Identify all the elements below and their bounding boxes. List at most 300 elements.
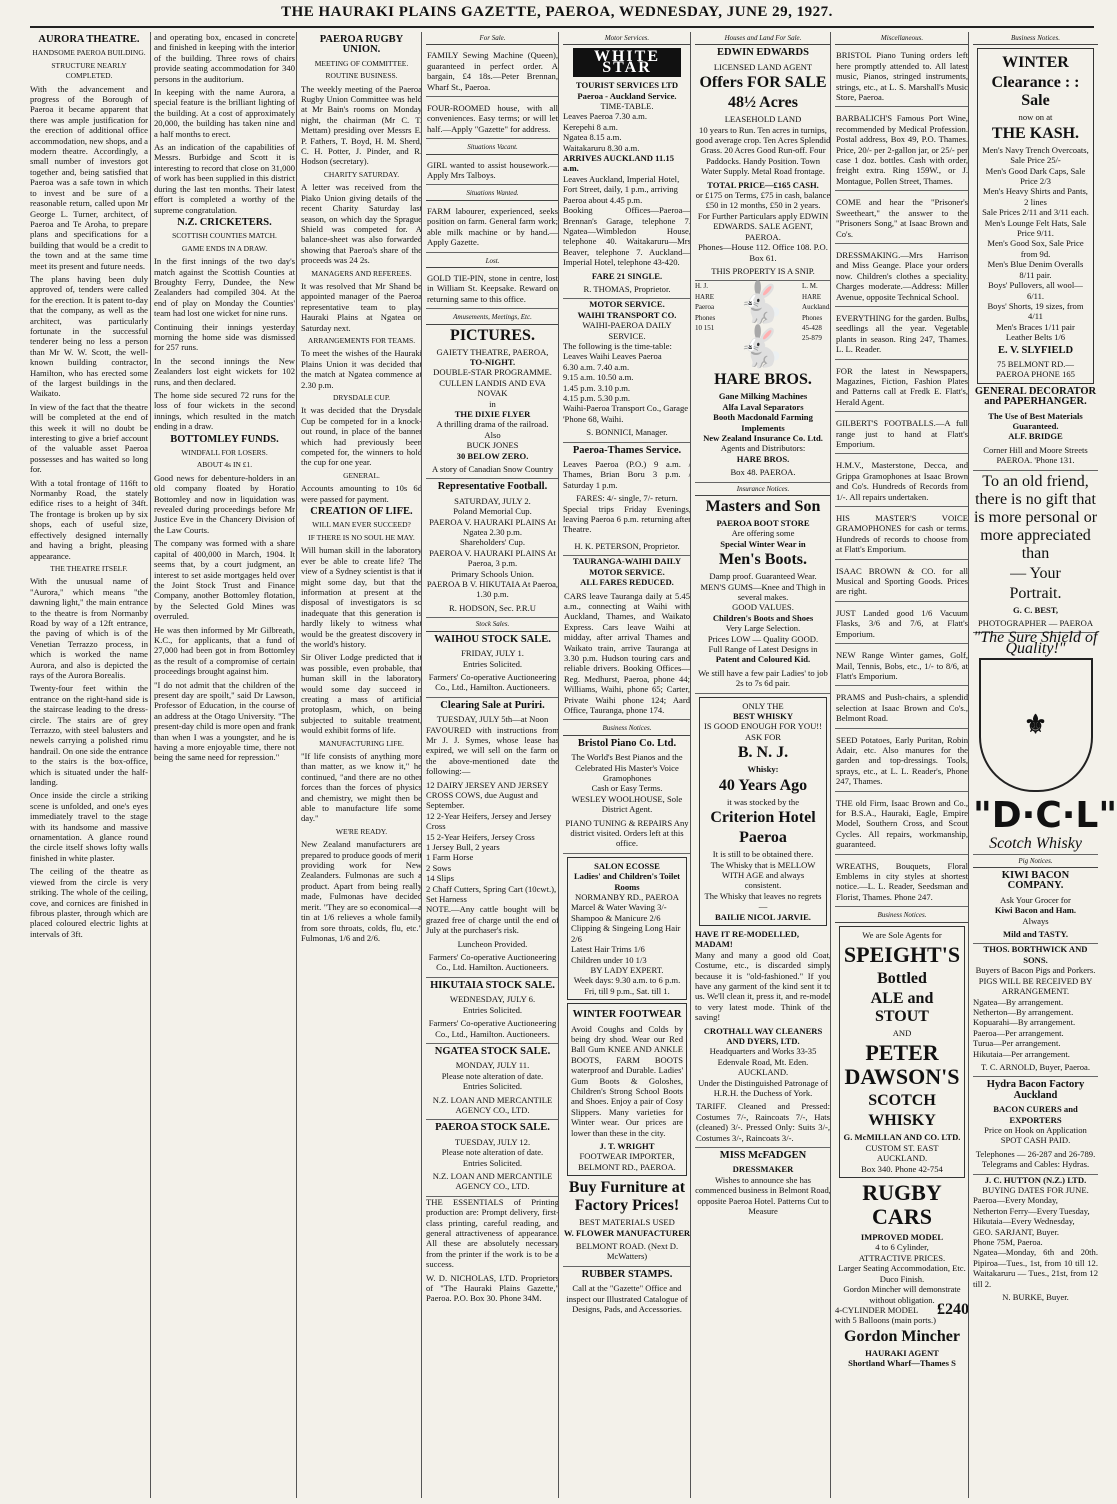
column-miscellaneous	[830, 32, 969, 1498]
ad-line: it was stocked by the	[726, 796, 800, 807]
ad-line: Shareholders' Cup.	[459, 537, 526, 548]
ad-line: NORMANBY RD., PAEROA	[575, 892, 679, 903]
ad-line: TOTAL PRICE—£165 CASH.	[707, 179, 819, 190]
sale-item: Men's Good Dark Caps, Sale Price 2/3	[985, 165, 1086, 187]
ad-line: S. BONNICI, Manager.	[563, 424, 691, 442]
ad-line: Price on Hook on Application	[984, 1124, 1087, 1135]
paragraph: In the second innings the New Zealanders lost eight wickets for 102 runs, and then declared.	[154, 355, 295, 387]
ad-line: MEN'S GUMS—Knee and Thigh in several makes.	[700, 581, 826, 602]
section-label: Insurance Notices.	[695, 484, 831, 496]
ad-line: G. McMILLAN AND CO. LTD.	[843, 1132, 961, 1143]
ad-line: N.Z. LOAN AND MERCANTILE AGENCY CO., LTD.	[426, 1092, 559, 1121]
lot-item: 14 Slips	[426, 873, 454, 884]
ad-line: ALL FARES REDUCED.	[580, 577, 674, 588]
ad-line: Farmers' Co-operative Auctioneering Co., Ltd., Hamilton. Auctioneers.	[426, 669, 559, 698]
pig-place: Paeroa—Per arrangement.	[973, 1027, 1064, 1038]
ad-heading: "D·C·L"	[973, 795, 1117, 837]
article-subhead: ABOUT 4s IN £1.	[196, 460, 253, 470]
pig-place: Ngatea—By arrangement.	[973, 996, 1064, 1007]
ad-line: THOS. BORTHWICK AND SONS.	[983, 944, 1088, 965]
ad-line: Special Winter Wear in	[720, 538, 806, 549]
ad-text: CARS leave Tauranga daily at 5.45 a.m., connecting at Waihi with Auckland, Thames, and Waikato Express. Cars leave Waihi at midday, after arrival Thames and Waikato train, arrive Tauranga at 3.30 p.m. Hudson touring cars and reliable drivers. Booking Offices—Reg. Medhurst, Paeroa, phone 44; Williams, Waihi, phone 65; Carter, Private Waihi phone 124; Aard Office, Tauranga, phone 174.	[563, 588, 691, 721]
lot-item: 1 Jersey Bull, 2 years	[426, 842, 500, 852]
lot-item: 2 Sows	[426, 862, 452, 873]
ad-line: TIME-TABLE.	[600, 101, 654, 112]
ad-heading: Scotch Whisky	[973, 836, 1098, 854]
ad-heading: GENERAL DECORATOR and PAPERHANGER.	[974, 385, 1097, 408]
ad-text: Wishes to announce she has commenced business in Belmont Road, opposite Paeroa Hotel. Patterns Cut to Measure	[695, 1174, 831, 1217]
article-subhead: HANDSOME PAEROA BUILDING.	[32, 48, 146, 58]
ad-line: Farmers' Co-operative Auctioneering Co., Ltd. Hamilton. Auctioneers.	[426, 949, 559, 978]
lot-item: 1 Farm Horse	[426, 852, 474, 863]
ad-heading: 48½ Acres	[728, 94, 798, 112]
pig-place: Netherton—By arrangement.	[973, 1006, 1074, 1017]
paragraph: As an indication of the capabilities of Messrs. Burbidge and Scott it is interesting to record that close on 31,000 of work has been supplied in this district during the last ten months. Their latest effort is completed a worthy of the supreme congratulation.	[154, 142, 295, 215]
misc-ad: H.M.V., Masterstone, Decca, and Grippa Gramophones at Isaac Brown and Co's. Hundreds of Records from 1/-. All repairs undertaken.	[835, 457, 969, 507]
price-line: Shampoo & Manicure 2/6	[571, 912, 661, 923]
ad-heading: HAVE IT RE-MODELLED, MADAM!	[695, 928, 800, 950]
section-label: Amusements, Meetings, Etc.	[426, 312, 559, 324]
ad-text: Ngatea—Monday, 6th and 20th. Pipiroa—Tues., 1st, from 10 till 12. Waitakaruru — Tues., 21st, from 12 till 2.	[973, 1247, 1098, 1289]
paragraph: It was decided that the Drysdale Cup be competed for in a knock-out round, in place of the banner which had previously been competed for, the winners to hold the cup for one year.	[301, 405, 422, 468]
pig-place: Hikutaia—Per arrangement.	[973, 1048, 1070, 1059]
misc-ad: SEED Potatoes, Early Puritan, Robin Adair, etc. Also manures for the garden and top-dressings. Tools, sprays, etc., at L. L. Reader's, Phone 247, Thames.	[835, 732, 969, 792]
ad-heading: Criterion Hotel	[710, 809, 816, 827]
ad-line: Gordon Mincher will demonstrate without obligation.	[843, 1284, 961, 1305]
section-label: Stock Sales.	[426, 619, 559, 631]
ad-line: FARE 21 SINGLE.	[591, 270, 663, 281]
timetable	[563, 351, 691, 403]
ad-line: Entries Solicited.	[462, 1004, 523, 1015]
ad-heading: — Your	[1010, 564, 1061, 582]
ad-heading: "The Sure Shield of Quality!"	[973, 629, 1098, 657]
salon-ecosse-ad	[567, 857, 687, 1000]
timetable-row: ARRIVES AUCKLAND 11.15 a.m.	[563, 153, 675, 174]
winter-clearance-ad	[977, 48, 1094, 383]
ad-heading: Hydra Bacon Factory Auckland	[986, 1079, 1085, 1101]
ad-line: New Zealand Insurance Co. Ltd.	[703, 432, 823, 443]
ad-line: A story of Canadian Snow Country	[426, 461, 559, 479]
ad-line: Waihi-Paeroa Transport Co., Garage 'Phone 68, Waihi.	[563, 403, 689, 424]
misc-ad: WREATHS, Bouquets, Floral Emblems in city styles at shortest notice.—L. L. Reader, Seedsman and Florist, Thames. Phone 247.	[835, 858, 969, 908]
classified-ad: FARM labourer, experienced, seeks position on farm. General farm work; able milk machine or by hand.—Apply Gazette.	[426, 203, 559, 253]
ad-line: IS GOOD ENOUGH FOR YOU!!	[703, 721, 823, 732]
ad-line: H. K. PETERSON, Proprietor.	[563, 538, 691, 556]
film-title: 30 BELOW ZERO.	[456, 450, 529, 461]
misc-ad: COME and hear the "Prisoner's Sweetheart," the answer to the "Prisoners Song," at Isaac Brown and Co's.	[835, 194, 969, 244]
column-motor-services	[558, 32, 691, 1498]
ad-line: Under the Distinguished Patronage of H.R.H. the Duchess of York.	[698, 1077, 828, 1099]
ad-line: PIANO TUNING & REPAIRS Any district visited. Orders left at this office.	[563, 815, 691, 854]
ad-heading: B. N. J.	[737, 744, 789, 762]
ad-heading: To an old friend, there is no gift that is more personal or more appreciated than	[973, 472, 1098, 562]
ad-line: Call at the "Gazette" Office and inspect our Illustrated Catalogue of Designs, Pads, and Accessories.	[566, 1283, 688, 1315]
paragraph: Sir Oliver Lodge predicted that it was possible, even probable, that human skill in the laboratory would some day succeed in creating a mass of artificial protoplasm, which, on being subjected to suitable treatment, would exhibit forms of life.	[301, 652, 422, 736]
paragraph: The weekly meeting of the Paeroa Rugby Union Committee was held at Mr Bain's rooms on Monday night, the chairman (Mr C. T. Mettam) presiding over Messrs E. P. Fathers, T. Boyd, H. M. Sherd, C. H. Potter, J. Pinder, and R. Hodson (secretary).	[301, 83, 422, 167]
timetable-row: Kerepehi 8 a.m.	[563, 121, 618, 132]
ad-line: Always	[1022, 915, 1049, 926]
ad-heading: TAURANGA-WAIHI DAILY MOTOR SERVICE.	[572, 556, 682, 577]
sale-item: Men's Navy Trench Overcoats, Sale Price 25/-	[982, 144, 1089, 166]
ad-line: Kiwi Bacon and Ham.	[994, 905, 1077, 916]
ad-line: Ask Your Grocer for	[1000, 894, 1071, 905]
paragraph: In view of the fact that the theatre will be completed at the end of this week it will no doubt be interesting to give a brief account of the valuable asset Paeroa possesses and has waited so long for.	[30, 401, 148, 475]
ad-heading: Paeroa	[739, 829, 787, 847]
ad-line: CULLEN LANDIS AND EVA NOVAK	[439, 377, 546, 399]
ad-line: TOURIST SERVICES LTD	[575, 80, 679, 91]
section-label: Business Notices.	[835, 910, 969, 922]
ad-line: Buyers of Bacon Pigs and Porkers.	[975, 965, 1096, 976]
ad-line: Entries Solicited.	[462, 1157, 523, 1168]
ad-heading: Clearance : : Sale	[991, 74, 1080, 110]
price-line: Clipping & Singeing Long Hair 2/6	[571, 923, 681, 944]
ad-line: Agents and Distributors:	[720, 443, 806, 454]
date-line: Paeroa—Every Monday,	[973, 1195, 1058, 1206]
paragraph: He was then informed by Mr Gilbreath, K.C., for applicants, that a fund of 27,000 had been got in from Bottomley as the result of a compromise of certain proceedings brought against him.	[154, 624, 295, 677]
lot-item: 12 2-Year Heifers, Jersey and Jersey Cross	[426, 810, 552, 832]
ad-heading: SCOTCH	[868, 1092, 936, 1110]
ad-line: Very Large Selection.	[725, 623, 801, 634]
ad-line: PHOTOGRAPHER — PAEROA	[973, 615, 1098, 633]
paragraph: New Zealand manufacturers are prepared to produce goods of merit providing work for New Zealanders. Fulmonas are such a product. Apart from being really made, Fulmonas have decided merit. "They are so economical—a tin at 1/6 relieves a whole family from sore throats, colds, flu, etc." Fulmonas, 1/6 and 2/6.	[301, 839, 422, 943]
ad-line: WAIHI-PAEROA DAILY SERVICE.	[582, 320, 672, 341]
ad-heading: Portrait.	[1009, 584, 1062, 602]
paragraph: and operating box, encased in concrete and finished in keeping with the interior of the building. Three rows of chairs provide seating accommodation for 340 persons in the auditorium.	[154, 32, 295, 84]
price-row	[835, 1300, 969, 1318]
rabbits-icon: 🐇🐇	[736, 280, 786, 370]
ad-heading: EDWIN EDWARDS	[717, 47, 809, 59]
ad-line: LICENSED LAND AGENT	[713, 61, 813, 72]
ad-line: Primary Schools Union.	[451, 568, 534, 579]
article-subhead: GENERAL.	[343, 470, 380, 480]
white-star-logo: WHITE STAR	[573, 48, 681, 77]
ad-line: Whisky:	[747, 764, 779, 775]
ad-line: 75 BELMONT RD.—PAEROA PHONE 165	[996, 358, 1075, 380]
ad-heading: HARE BROS.	[714, 371, 812, 389]
column-houses-land	[690, 32, 831, 1498]
ad-line: Booth Macdonald Farming Implements	[713, 412, 813, 433]
ad-line: A thrilling drama of the railroad.	[436, 419, 549, 430]
ad-line: Patent and Coloured Kid.	[715, 654, 811, 665]
article-subhead: MANAGERS AND REFEREES.	[311, 268, 412, 278]
paragraph: "I do not admit that the children of the present day are spoilt," said Dr Lawson, Professor of Education, in the course of an address at the Otago University. "The present-day child is more open and frank than when I was a youngster, and he is having a more enjoyable time, there not being the same need for repression."	[154, 679, 295, 763]
ad-line: BACON CURERS and EXPORTERS	[993, 1104, 1078, 1125]
date-line: Phone 75M, Paeroa.	[973, 1237, 1043, 1248]
ad-heading: 40 Years Ago	[718, 776, 808, 794]
ad-heading: ALE and STOUT	[870, 990, 934, 1026]
ad-line: R. HODSON, Sec. P.R.U	[426, 600, 559, 618]
ad-text: FAVOURED with instructions from Mr J. J. Symes, whose lease has expired, we will sell on the farm on the above-mentioned date the following:—	[426, 724, 559, 777]
ad-heading: Representative Football.	[437, 481, 548, 493]
paragraph: With the advancement and progress of the Borough of Paeroa it became apparent that there was ample justification for the erection of additional office accommodation, new shops, and a modern theatre. Accordingly, a small number of investors got together and, being satisfied that Paeroa was a safe town in which to invest and be sure of a reasonable return, called upon Mr George L. Turner, architect, of Paeroa and Te Aroha, to prepare plans and specifications for a building that would be a credit to the town and at the same time meet its present and future needs.	[30, 83, 148, 271]
price-line: Children under 10 1/3	[571, 954, 647, 965]
ad-line: R. THOMAS, Proprietor.	[563, 281, 691, 299]
paragraph: Continuing their innings yesterday morning the home side was dismissed for 257 runs.	[154, 321, 295, 353]
paragraph: "If life consists of anything more than matter, as we know it," he continued, "and there are no other forces than the forces of physics and chemistry, we might then be able to manufacture life some day."	[301, 751, 422, 824]
ad-line: AND	[892, 1028, 912, 1039]
ad-line: W. FLOWER MANUFACTURER	[563, 1227, 691, 1238]
ad-line: It is still to be obtained there.	[712, 849, 814, 860]
ad-line: GOOD VALUES.	[732, 602, 794, 613]
ad-line: Larger Seating Accommodation, Etc. Duco Finish.	[838, 1263, 966, 1284]
ad-line: Cash or Easy Terms.	[591, 783, 663, 794]
ad-heading: Offers FOR SALE	[699, 74, 827, 92]
ad-line: Box 340. Phone 42-754	[861, 1163, 943, 1174]
paragraph: With the unusual name of "Aurora," which means "the dawning light," the main entrance to the theatre is from Normanby Road by way of a 12ft entrance, the paving of which is of the Venetian Terrazzo process, in which is worked the name Aurora, and also is depicted the rays of the Aurora Borealis.	[30, 576, 148, 680]
ad-text: Booking Offices—Paeroa—Brennan's Garage, telephone 7. Ngatea—Wimbledon House, telephone 40. Waitakaruru—Mrs Beaver, telephone 7. Auckland—Imperial Hotel, telephone 43-420.	[563, 205, 691, 268]
pig-place: Kopuarahi—By arrangement.	[973, 1017, 1076, 1028]
ad-text: NOTE.—Any cattle bought will be grazed free of charge until the end of July at the purchaser's risk.	[426, 904, 559, 936]
misc-ad: JUST Landed good 1/6 Vacuum Flasks, 3/6 and 7/6, at Flatt's Emporium.	[835, 605, 969, 644]
ad-line: 4 to 6 Cylinder,	[875, 1242, 929, 1253]
paragraph: The company was formed with a share capital of 400,000 in March, 1904. It seems that, by a court judgment, an interest to set aside mortgages held over the Joint Stock Trust and Finance Company, another Bottomley flotation, by the Selected Gold Mines was overruled.	[154, 538, 295, 622]
ad-heading: E. V. SLYFIELD	[997, 344, 1074, 356]
ad-line: The Use of Best Materials Guaranteed.	[988, 410, 1083, 431]
ad-text: W. D. NICHOLAS, LTD. Proprietors of "The Hauraki Plains Gazette," Paeroa. P.O. Box 30. Phone 34M.	[426, 1272, 559, 1304]
section-label: Motor Services.	[563, 33, 691, 45]
ad-line: PIGS WILL BE RECEIVED BY ARRANGEMENT.	[978, 975, 1093, 997]
ad-line: Full Range of Latest Designs in	[708, 644, 818, 655]
ad-heading: WAIHOU STOCK SALE.	[434, 633, 551, 645]
ad-line: CUSTOM ST. EAST	[865, 1142, 939, 1153]
column-classifieds	[421, 32, 559, 1498]
ad-line: We still have a few pair Ladies' to job 2s to 7s 6d pair.	[695, 665, 831, 694]
paragraph: In keeping with the name Aurora, a special feature is the brilliant lighting of the building. At a cost of approximately 20,000, the building has taken nine and a half months to erect.	[154, 87, 295, 139]
ad-heading: Buy Furniture at Factory Prices!	[568, 1179, 686, 1215]
section-label: Lost.	[426, 256, 559, 268]
ad-heading: RUGBY CARS	[862, 1180, 942, 1230]
column-aurora-theatre	[30, 32, 148, 1498]
winter-footwear-ad	[567, 1003, 687, 1176]
paragraph: With a total frontage of 116ft to Normanby Road, the stately edifice rises to a height of 34ft. The frontage is broken up by six shops, each of useful size, effectively designed internally and having a bright, pleasing appearance.	[30, 477, 148, 561]
ad-line: N.Z. LOAN AND MERCANTILE AGENCY CO., LTD.	[426, 1168, 559, 1197]
ad-line: BUYING DATES FOR JUNE.	[982, 1185, 1089, 1195]
ad-line: Ladies' and Children's Toilet Rooms	[573, 871, 681, 892]
paragraph: Once inside the circle a striking scene is unfolded, and one's eyes immediately travel to the stage with its handsome and massive ornamentation. A glance round the circle itself shows lofty walls finished in white plaster.	[30, 790, 148, 863]
ad-heading: Gordon Mincher	[844, 1327, 960, 1345]
ad-line: SPOT CASH PAID.	[1000, 1135, 1071, 1146]
ad-line: L. M. HARE Auckland. Phones 45-428 25-879	[802, 282, 831, 343]
ad-line: Are offering some	[731, 528, 795, 539]
column-two	[150, 32, 295, 1498]
lot-item: 12 DAIRY JERSEY AND JERSEY CROSS COWS, due August and September.	[426, 779, 549, 811]
misc-ad: BARBALICH'S Famous Port Wine, recommended by Medical Profession. Postal address, Box 49, P.O. Thames. Price, 20/- per 2-gallon jar, or 25/- per case 1 doz. bottles. Cash with order, freight extra. Ring 159W., or J. Montague, Pollen Street, Thames.	[835, 110, 969, 191]
ad-heading: PETER DAWSON'S	[844, 1040, 960, 1090]
section-label: Miscellaneous.	[835, 33, 969, 45]
ad-line: Phones—House 112. Office 108. P.O. Box 61.	[698, 242, 828, 263]
article-subhead: GAME ENDS IN A DRAW.	[181, 243, 268, 253]
ad-heading: MISS McFADGEN	[719, 1150, 807, 1162]
ad-line: MOTOR SERVICE.	[589, 299, 665, 310]
ad-line: Entries Solicited.	[462, 658, 523, 669]
ad-heading: Masters and Son	[705, 497, 821, 515]
paragraph: The home side secured 72 runs for the loss of four wickets in the second innings, which resulted in the match ending in a draw.	[154, 390, 295, 432]
ad-line: CROTHALL WAY CLEANERS AND DYERS, LTD.	[703, 1025, 823, 1046]
ad-text: Avoid Coughs and Colds by being dry shod. Wear our Red Ball Gum KNEE AND ANKLE BOOTS, FARM BOOTS waterproof and Durable. Ladies' Gum Boots & Goloshes, Children's Strong School Boots and Shoes. Enjoy a pair of Cosy Slippers. Many varieties for Winter wear. Our prices are lower than these in the city.	[571, 1023, 683, 1138]
car-price: £240	[937, 1300, 969, 1318]
ad-heading: Bristol Piano Co. Ltd.	[577, 737, 677, 749]
paragraph: Accounts amounting to 10s 6d were passed for payment.	[301, 483, 422, 504]
ad-line: Mild and TASTY.	[973, 926, 1098, 944]
ad-line: Prices LOW — Quality GOOD.	[707, 633, 819, 644]
column-rugby-union	[296, 32, 422, 1498]
ad-line: G. C. BEST,	[1013, 604, 1058, 615]
timetable-row: 1.45 p.m. 3.10 p.m.	[563, 382, 631, 393]
ad-heading: PAEROA STOCK SALE.	[435, 1122, 550, 1134]
paragraph: Good news for debenture-holders in an old company floated by Horatio Bottomley and now in liquidation was revealed during proceedings before Mr Justice Eve in the Chancery Division of the Law Courts.	[154, 472, 295, 535]
ad-heading: WHISKY	[868, 1112, 936, 1130]
misc-ad: HIS MASTER'S VOICE GRAMOPHONES for cash or terms. Hundreds of records to choose from at Flatt's Emporium.	[835, 510, 969, 560]
ad-heading: WAIHI TRANSPORT CO.	[577, 309, 677, 320]
article-subhead: DRYSDALE CUP.	[332, 393, 391, 402]
ad-text: Special trips Friday Evenings, leaving Paeroa 6 p.m. returning after Theatre.	[563, 503, 691, 535]
pig-place: Turua—Per arrangement.	[973, 1038, 1061, 1049]
ad-line: GAIETY THEATRE, PAEROA,	[436, 346, 549, 357]
ad-line: WESLEY WOOLHOUSE, Sole District Agent.	[571, 793, 683, 815]
ad-line: WEDNESDAY, JULY 6.	[449, 994, 536, 1005]
misc-ad: THE old Firm, Isaac Brown and Co., for B.S.A., Hauraki, Eagle, Empire Model, Southern Cross, and Scout Cycles. All repairs, workmanship, guaranteed.	[835, 795, 969, 855]
paragraph: Twenty-four feet within the entrance on the right-hand side is the staircase leading to the dress-circle. The stairs are of grey Terrazzo, with steel balusters and newels carrying a polished rimu handrail. On one side the entrance to the stairs is the box-office, which is situated under the half-landing.	[30, 683, 148, 788]
ad-line: Damp proof. Guaranteed Wear.	[709, 571, 817, 582]
lot-item: 2 Chaff Cutters, Spring Cart (10cwt.), Set Harness	[426, 883, 557, 905]
ad-line: Week days: 9.30 a.m. to 6 p.m. Fri, till 9 p.m., Sat. till 1.	[573, 975, 681, 996]
ad-line: now on at	[1018, 112, 1053, 123]
article-title: CREATION OF LIFE.	[310, 506, 413, 518]
ad-line: ATTRACTIVE PRICES.	[858, 1252, 946, 1263]
section-label: Business Notices.	[973, 33, 1098, 45]
ad-heading: RUBBER STAMPS.	[581, 1268, 673, 1280]
ad-line: PAEROA B V. HIKUTAIA At Paeroa, 1.30 p.m.	[426, 579, 559, 600]
ad-line: 4-CYLINDER MODEL	[835, 1304, 919, 1315]
ad-line: T. C. ARNOLD, Buyer, Paeroa.	[973, 1059, 1098, 1077]
section-label: Situations Wanted.	[426, 188, 559, 200]
bnj-whisky-ad	[699, 697, 827, 926]
paragraph: The plans having been duly approved of, tenders were called for the erection. It is patent to-day that the company, as well as the architect, was particularly fortunate in the successful tenderer being no less a person than Mr W. W. Scott, the well-known building contractor, Hamilton, who has erected some of the largest buildings in the Waikato.	[30, 273, 148, 399]
price-line: Latest Hair Trims 1/6	[571, 944, 645, 955]
article-subhead: WE'RE READY.	[335, 826, 388, 836]
paragraph: To meet the wishes of the Hauraki Plains Union it was decided that the match at Ngatea commence at 2.30 p.m.	[301, 348, 422, 390]
sale-item: Men's Good Sox, Sale Price from 9d.	[987, 238, 1084, 259]
ad-line: Headquarters and Works 33-35 Edenvale Road, Mt. Eden. AUCKLAND.	[709, 1046, 817, 1078]
date-line: GEO. SARJANT, Buyer.	[973, 1226, 1060, 1237]
article-subhead: ROUTINE BUSINESS.	[325, 71, 398, 81]
article-title: AURORA THEATRE.	[38, 34, 140, 45]
misc-ad: GILBERT'S FOOTBALLS.—A full range just to hand at Flatt's Emporium.	[835, 415, 969, 454]
price-line: Marcel & Water Waving 3/-	[571, 902, 667, 913]
timetable-row: Leaves Auckland, Imperial Hotel, Fort Street, daily, 1 p.m., arriving Paeroa about 4.45 p.m.	[563, 173, 680, 205]
section-label: Situations Vacant.	[426, 142, 559, 154]
ad-heading: Paeroa-Thames Service.	[572, 444, 682, 456]
ad-line: The following is the time-table:	[563, 340, 672, 351]
timetable-row: Waitakaruru 8.30 a.m.	[563, 142, 640, 153]
timetable-row: Ngatea 8.15 a.m.	[563, 132, 622, 143]
section-label: Houses and Land For Sale.	[695, 33, 831, 45]
ad-heading: Men's Boots.	[719, 551, 807, 569]
ad-line: PAEROA BOOT STORE	[716, 517, 810, 528]
ad-heading: Clearing Sale at Puriri.	[440, 699, 545, 711]
ad-line: or £175 on Terms, £75 in cash, balance £50 in 12 months, £50 in 2 years.	[695, 190, 831, 211]
ad-heading: HIKUTAIA STOCK SALE.	[430, 979, 555, 991]
ad-line: PAEROA V. HAURAKI PLAINS At Paeroa, 3 p.m.	[429, 547, 556, 569]
ad-line: THIS PROPERTY IS A SNIP.	[695, 263, 831, 281]
ad-line: DOUBLE-STAR PROGRAMME.	[433, 367, 552, 378]
ad-line: PAEROA V. HAURAKI PLAINS At Ngatea 2.30 p.m.	[429, 516, 556, 538]
shield-emblem-icon: ⚜	[979, 658, 1093, 792]
classified-ad: FAMILY Sewing Machine (Queen), guaranteed in perfect order. A bargain, £4 18s.—Peter Brennan, Wharf St., Paeroa.	[426, 47, 559, 97]
ad-line: N. BURKE, Buyer.	[1002, 1292, 1069, 1303]
ad-line: Please note alteration of date.	[441, 1070, 544, 1081]
article-subhead: SCOTTISH COUNTIES MATCH.	[172, 231, 277, 241]
classified-ad: FOUR-ROOMED house, with all conveniences. Easy terms; or will let half.—Apply "Gazette" for address.	[426, 100, 559, 139]
ad-heading: Bottled	[877, 970, 927, 988]
misc-ad: ISAAC BROWN & CO. for all Musical and Sporting Goods. Prices are right.	[835, 563, 969, 602]
ad-line: Box 48. PAEROA.	[695, 464, 831, 482]
lot-item: 15 2-Year Heifers, Jersey Cross	[426, 831, 535, 842]
ad-line: MONDAY, JULY 11.	[455, 1060, 530, 1071]
speights-ad	[839, 926, 965, 1178]
article-subhead: STRUCTURE NEARLY COMPLETED.	[51, 60, 127, 81]
article-subhead: ARRANGEMENTS FOR TEAMS.	[307, 335, 416, 345]
paragraph: It was resolved that Mr Shand be appointed manager of the Paeroa representative team to play Hauraki Plains at Ngatea on Saturday next.	[301, 280, 422, 333]
hare-bros-ad	[695, 281, 831, 369]
ad-line: For Further Particulars apply EDWIN EDWARDS. SALE AGENT, PAEROA.	[697, 210, 829, 242]
article-title: BOTTOMLEY FUNDS.	[170, 433, 279, 445]
ad-line: ALF. BRIDGE	[1008, 431, 1063, 442]
ad-line: with 5 Balloons (main ports.)	[835, 1315, 936, 1326]
sale-item: Boys' Shorts, 19 sizes, from 4/11	[987, 300, 1084, 322]
misc-ad: PRAMS and Push-chairs, a splendid selection at Isaac Brown and Co's., Belmont Road.	[835, 689, 969, 728]
ad-heading: SALON ECOSSE	[594, 860, 660, 871]
date-line: Hikutaia—Every Wednesday,	[973, 1216, 1075, 1227]
paragraph: Will human skill in the laboratory ever be able to create life? The view of a Sydney scientist is that it might some day, but that the information at present at the disposal of investigators is so inadequate that this generation is hardly likely to witness what would be the greatest discovery in the world's history.	[301, 545, 422, 649]
sale-item: Men's Heavy Shirts and Pants, 2 lines	[983, 186, 1088, 207]
ad-line: TUESDAY, JULY 12.	[454, 1136, 531, 1147]
ad-line: The Whisky that leaves no regrets—	[704, 890, 822, 912]
timetable-row: 4.15 p.m. 5.30 p.m.	[563, 393, 631, 403]
section-label: Business Notices.	[563, 723, 691, 735]
sale-item: Men's Lounge Felt Hats, Sale Price 9/11.	[984, 217, 1087, 239]
ad-heading: WINTER	[1002, 54, 1069, 72]
ad-line: Also	[484, 429, 501, 440]
sale-item: Leather Belts 1/6	[1005, 332, 1066, 343]
ad-line: H. J. HARE Paeroa Phones 10 151	[695, 282, 716, 332]
article-title: N.Z. CRICKETERS.	[177, 216, 272, 228]
section-label: For Sale.	[426, 33, 559, 45]
misc-ad: EVERYTHING for the garden. Bulbs, seedlings all the year. Vegetable plants in season. Ring 247, Thames. L. L. Reader.	[835, 310, 969, 360]
ad-heading: SPEIGHT'S	[843, 942, 961, 968]
ad-text: THE ESSENTIALS of Printing production are: Prompt delivery, first-class printing, careful reading, and general attractiveness of appearance. All these are absolutely necessary from the printer if the work is to be a success.	[426, 1196, 559, 1270]
sale-item: Men's Blue Denim Overalls 8/11 pair.	[987, 259, 1084, 280]
article-subhead: IF THERE IS NO SOUL HE MAY.	[308, 532, 415, 542]
ad-line: DRESSMAKER	[732, 1164, 794, 1175]
ad-line: HARE BROS.	[736, 453, 790, 464]
timetable-row: 9.15 a.m. 10.50 a.m.	[563, 372, 634, 383]
column-business-notices	[968, 32, 1117, 1498]
section-label: Pig Notices.	[973, 856, 1098, 868]
film-title: THE DIXIE FLYER	[454, 408, 531, 419]
ad-line: FARES: 4/- single, 7/- return.	[576, 493, 678, 504]
misc-ad: FOR the latest in Newspapers, Magazines, Fiction, Fashion Plates and Patterns call at Fredk E. Flatt's, Herald Agent.	[835, 363, 969, 413]
ad-line: BAILIE NICOL JARVIE.	[715, 911, 811, 922]
ad-line: BEST MATERIALS USED	[579, 1217, 675, 1228]
ad-line: Gane Milking Machines	[718, 391, 808, 402]
ad-line: The World's Best Pianos and the Celebrated His Master's Voice Gramophones	[571, 752, 683, 783]
sale-item: Men's Braces 1/11 pair	[996, 321, 1075, 332]
ad-line: TUESDAY, JULY 5th—at Noon	[436, 714, 549, 725]
ad-line: ONLY THE	[742, 700, 784, 711]
ad-heading: THE KASH.	[991, 124, 1080, 142]
article-title: PAEROA RUGBY UNION.	[319, 34, 404, 56]
